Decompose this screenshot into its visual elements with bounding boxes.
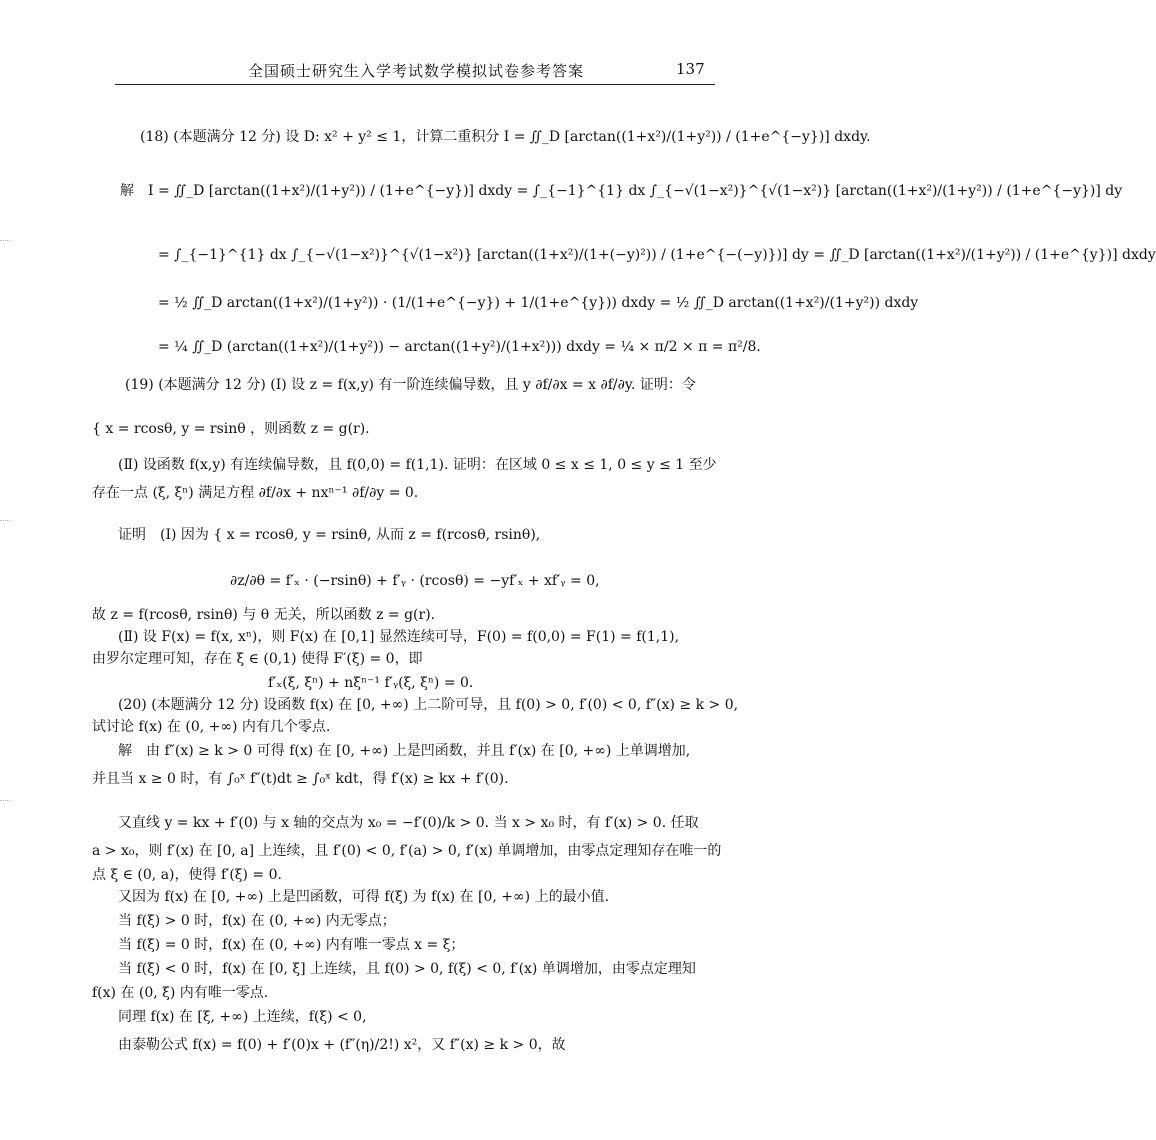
proof-19-result: f′ₓ(ξ, ξⁿ) + nξⁿ⁻¹ f′ᵧ(ξ, ξⁿ) = 0. (268, 675, 474, 691)
header-title: 全国硕士研究生入学考试数学模拟试卷参考答案 (248, 62, 585, 80)
problem-20-question: 试讨论 f(x) 在 (0, +∞) 内有几个零点. (92, 719, 331, 735)
page-header (0, 58, 800, 80)
problem-19-substitution: { x = rcosθ, y = rsinθ ，则函数 z = g(r). (92, 421, 370, 437)
proof-19-rolle: 由罗尔定理可知，存在 ξ ∈ (0,1) 使得 F′(ξ) = 0，即 (92, 651, 423, 667)
solution-20-case-3: 当 f(ξ) < 0 时，f(x) 在 [0, ξ] 上连续，且 f(0) > 0, f(ξ) < 0, f′(x) 单调增加，由零点定理知 (118, 961, 696, 977)
solution-20-case-3-cont: f(x) 在 (0, ξ) 内有唯一零点. (92, 985, 269, 1001)
proof-19-step-1: 证明 (Ⅰ) 因为 { x = rcosθ, y = rsinθ, 从而 z = f(rcosθ, rsinθ), (118, 527, 541, 543)
header-rule (115, 84, 715, 85)
binding-mark (0, 520, 10, 525)
problem-20-statement: (20) (本题满分 12 分) 设函数 f(x) 在 [0, +∞) 上二阶可导，且 f(0) > 0, f′(0) < 0, f″(x) ≥ k > 0, (118, 697, 739, 713)
solution-18-step-4: = ¼ ∬_D (arctan((1+x²)/(1+y²)) − arctan((1+y²)/(1+x²))) dxdy = ¼ × π/2 × π = π²/8. (158, 339, 761, 355)
solution-20-case-2: 当 f(ξ) = 0 时，f(x) 在 (0, +∞) 内有唯一零点 x = ξ； (118, 937, 465, 953)
binding-mark (0, 240, 10, 245)
solution-20-step-2: 并且当 x ≥ 0 时，有 ∫₀ˣ f″(t)dt ≥ ∫₀ˣ kdt，得 f′(x) ≥ kx + f′(0). (92, 771, 509, 787)
proof-19-derivative: ∂z/∂θ = f′ₓ · (−rsinθ) + f′ᵧ · (rcosθ) = −yf′ₓ + xf′ᵧ = 0, (230, 573, 600, 589)
problem-18-statement: (18) (本题满分 12 分) 设 D: x² + y² ≤ 1，计算二重积分 I = ∬_D [arctan((1+x²)/(1+y²)) / (1+e^{−y})] dxdy. (140, 129, 871, 145)
solution-20-case-1: 当 f(ξ) > 0 时，f(x) 在 (0, +∞) 内无零点； (118, 913, 396, 929)
page-number: 137 (676, 60, 705, 78)
solution-20-similarly: 同理 f(x) 在 [ξ, +∞) 上连续，f(ξ) < 0, (118, 1009, 367, 1025)
solution-20-step-1: 解 由 f″(x) ≥ k > 0 可得 f(x) 在 [0, +∞) 上是凹函数，并且 f′(x) 在 [0, +∞) 上单调增加, (118, 743, 691, 759)
solution-18-step-3: = ½ ∬_D arctan((1+x²)/(1+y²)) · (1/(1+e^{−y}) + 1/(1+e^{y})) dxdy = ½ ∬_D arctan((1+x²)/(1+y²)) dxdy (158, 295, 919, 311)
solution-20-step-6: 又因为 f(x) 在 [0, +∞) 上是凹函数，可得 f(ξ) 为 f(x) 在 [0, +∞) 上的最小值. (118, 889, 610, 905)
problem-19-part-2: (Ⅱ) 设函数 f(x,y) 有连续偏导数，且 f(0,0) = f(1,1). 证明：在区域 0 ≤ x ≤ 1, 0 ≤ y ≤ 1 至少 (118, 457, 717, 473)
problem-19-equation: 存在一点 (ξ, ξⁿ) 满足方程 ∂f/∂x + nxⁿ⁻¹ ∂f/∂y = 0. (92, 485, 419, 501)
binding-mark (0, 800, 10, 805)
solution-20-step-5: 点 ξ ∈ (0, a)，使得 f′(ξ) = 0. (92, 867, 282, 883)
solution-20-step-4: a > x₀，则 f′(x) 在 [0, a] 上连续，且 f′(0) < 0, f′(a) > 0, f′(x) 单调增加，由零点定理知存在唯一的 (92, 843, 722, 859)
problem-19-part-1: (19) (本题满分 12 分) (Ⅰ) 设 z = f(x,y) 有一阶连续偏导数，且 y ∂f/∂x = x ∂f/∂y. 证明：令 (125, 377, 696, 393)
proof-19-part-2: (Ⅱ) 设 F(x) = f(x, xⁿ)，则 F(x) 在 [0,1] 显然连续可导，F(0) = f(0,0) = F(1) = f(1,1), (118, 629, 680, 645)
proof-19-conclusion-1: 故 z = f(rcosθ, rsinθ) 与 θ 无关，所以函数 z = g(r). (92, 607, 436, 623)
solution-20-taylor: 由泰勒公式 f(x) = f(0) + f′(0)x + (f″(η)/2!) x²，又 f″(x) ≥ k > 0，故 (118, 1037, 566, 1053)
solution-20-step-3: 又直线 y = kx + f′(0) 与 x 轴的交点为 x₀ = −f′(0)/k > 0. 当 x > x₀ 时，有 f′(x) > 0. 任取 (118, 815, 699, 831)
solution-18-step-1: 解 I = ∬_D [arctan((1+x²)/(1+y²)) / (1+e^{−y})] dxdy = ∫_{−1}^{1} dx ∫_{−√(1−x²)}^{√(1−x²)} [arctan((1+x²)/(1+y²)) / (1+e^{−y})] dy (120, 183, 1123, 199)
solution-18-step-2: = ∫_{−1}^{1} dx ∫_{−√(1−x²)}^{√(1−x²)} [arctan((1+x²)/(1+(−y)²)) / (1+e^{−(−y)})] dy = ∬_D [arctan((1+x²)/(1+y²)) / (1+e^{y})] dxdy (158, 247, 1156, 263)
